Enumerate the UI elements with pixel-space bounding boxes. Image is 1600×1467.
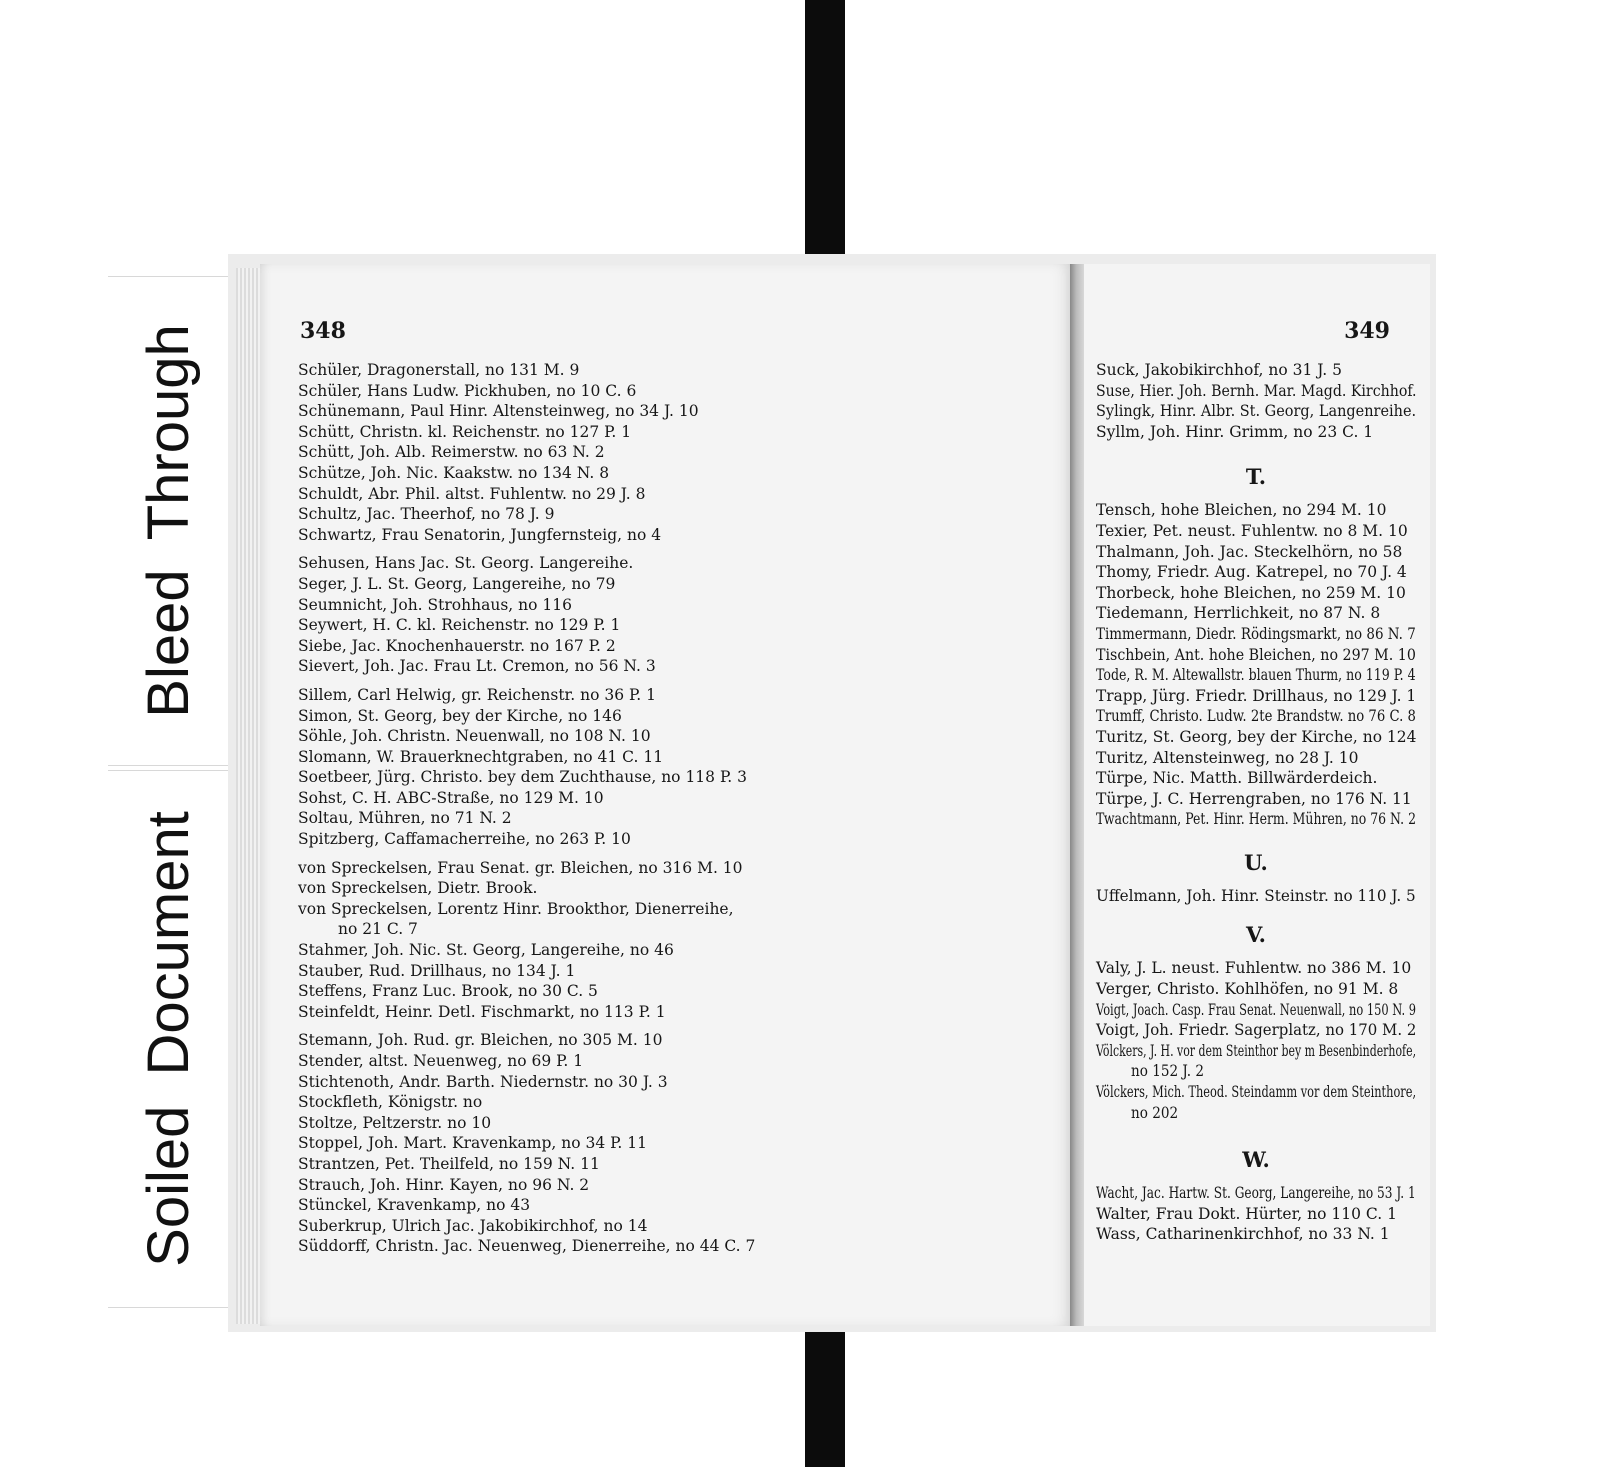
directory-entry: Thorbeck, hohe Bleichen, no 259 M. 10 — [1096, 583, 1406, 602]
letter-heading: W. — [1242, 1147, 1270, 1173]
directory-entry: von Spreckelsen, Frau Senat. gr. Bleichen, no 316 M. 10 — [298, 858, 743, 877]
directory-entry: Stoltze, Peltzerstr. no 10 — [298, 1113, 492, 1132]
directory-entry: Schüler, Dragonerstall, no 131 M. 9 — [298, 361, 580, 379]
directory-entry: Siebe, Jac. Knochenhauerstr. no 167 P. 2 — [298, 636, 616, 655]
directory-entry: Valy, J. L. neust. Fuhlentw. no 386 M. 10 — [1096, 959, 1412, 978]
directory-entry: Sehusen, Hans Jac. St. Georg. Langereihe. — [298, 554, 634, 573]
directory-entry: Verger, Christo. Kohlhöfen, no 91 M. 8 — [1096, 980, 1399, 999]
directory-entry: Suse, Hier. Joh. Bernh. Mar. Magd. Kirchhof. — [1096, 381, 1417, 400]
directory-entry: Trapp, Jürg. Friedr. Drillhaus, no 129 J. 1 — [1096, 686, 1417, 705]
directory-entry: Syllm, Joh. Hinr. Grimm, no 23 C. 1 — [1096, 422, 1374, 441]
directory-entry: Tensch, hohe Bleichen, no 294 M. 10 — [1096, 501, 1387, 520]
directory-entry: Timmermann, Diedr. Rödingsmarkt, no 86 N. 7 — [1096, 624, 1416, 643]
letter-group-entries — [1096, 886, 1416, 907]
directory-entry: Tode, R. M. Altewallstr. blauen Thurm, no 119 P. 4 — [1096, 666, 1416, 685]
left-page — [260, 264, 1076, 1326]
directory-entry: Walter, Frau Dokt. Hürter, no 110 C. 1 — [1096, 1204, 1397, 1223]
directory-entry: Wass, Catharinenkirchhof, no 33 N. 1 — [1096, 1225, 1390, 1244]
bleed-through-label: Bleed Through — [136, 324, 201, 718]
binder-bar-top — [805, 0, 845, 266]
directory-entry: Twachtmann, Pet. Hinr. Herm. Mühren, no 76 N. 2 — [1096, 810, 1417, 829]
directory-entry: Sylingk, Hinr. Albr. St. Georg, Langenreihe. — [1096, 402, 1417, 421]
directory-entry: Strauch, Joh. Hinr. Kayen, no 96 N. 2 — [298, 1175, 590, 1194]
directory-entry: Schwartz, Frau Senatorin, Jungfernsteig, no 4 — [298, 525, 662, 544]
left-entry-list — [298, 360, 755, 1257]
directory-entry: Suberkrup, Ulrich Jac. Jakobikirchhof, no 14 — [298, 1216, 648, 1235]
directory-entry: Voigt, Joach. Casp. Frau Senat. Neuenwall, no 150 N. 9 — [1096, 1000, 1417, 1019]
directory-entry: Uffelmann, Joh. Hinr. Steinstr. no 110 J. 5 — [1096, 886, 1416, 905]
directory-entry: Schultz, Jac. Theerhof, no 78 J. 9 — [298, 505, 555, 524]
directory-entry: Schütt, Christn. kl. Reichenstr. no 127 P. 1 — [298, 422, 632, 441]
directory-entry: von Spreckelsen, Dietr. Brook. — [298, 879, 538, 898]
directory-entry: Seger, J. L. St. Georg, Langereihe, no 79 — [298, 574, 616, 593]
directory-entry: Steffens, Franz Luc. Brook, no 30 C. 5 — [298, 982, 598, 1001]
directory-entry: Tischbein, Ant. hohe Bleichen, no 297 M. 10 — [1096, 645, 1416, 664]
directory-entry: Schütt, Joh. Alb. Reimerstw. no 63 N. 2 — [298, 443, 605, 462]
directory-entry: Suck, Jakobikirchhof, no 31 J. 5 — [1096, 361, 1342, 379]
directory-entry: Spitzberg, Caffamacherreihe, no 263 P. 10 — [298, 830, 631, 849]
directory-entry: Stichtenoth, Andr. Barth. Niedernstr. no 30 J. 3 — [298, 1072, 668, 1091]
page-number-right: 349 — [1344, 318, 1390, 344]
soiled-document-label-box — [108, 770, 230, 1308]
directory-entry: Tiedemann, Herrlichkeit, no 87 N. 8 — [1096, 604, 1381, 623]
letter-group-entries — [1096, 360, 1416, 442]
directory-entry: Simon, St. Georg, bey der Kirche, no 146 — [298, 706, 622, 725]
letter-group-entries — [1096, 1183, 1416, 1245]
directory-entry: Steinfeldt, Heinr. Detl. Fischmarkt, no 113 P. 1 — [298, 1002, 666, 1021]
directory-entry: no 21 C. 7 — [338, 920, 418, 939]
directory-entry: Voigt, Joh. Friedr. Sagerplatz, no 170 M. 2 — [1096, 1021, 1417, 1040]
letter-group-entries — [1096, 500, 1416, 830]
directory-entry: Stoppel, Joh. Mart. Kravenkamp, no 34 P. 11 — [298, 1134, 647, 1153]
directory-entry: Söhle, Joh. Christn. Neuenwall, no 108 N. 10 — [298, 727, 651, 746]
directory-entry: Turitz, Altensteinweg, no 28 J. 10 — [1096, 748, 1359, 767]
directory-entry: Seywert, H. C. kl. Reichenstr. no 129 P. 1 — [298, 616, 621, 635]
directory-entry: Soetbeer, Jürg. Christo. bey dem Zuchthause, no 118 P. 3 — [298, 768, 747, 787]
directory-entry: Stahmer, Joh. Nic. St. Georg, Langereihe, no 46 — [298, 941, 674, 960]
directory-entry: Stünckel, Kravenkamp, no 43 — [298, 1196, 531, 1215]
letter-heading: T. — [1245, 464, 1267, 490]
right-entry-list — [1096, 360, 1416, 1245]
directory-entry: Trumff, Christo. Ludw. 2te Brandstw. no 76 C. 8 — [1096, 707, 1416, 726]
directory-entry: Türpe, J. C. Herrengraben, no 176 N. 11 — [1096, 789, 1412, 808]
right-page — [1084, 264, 1430, 1326]
directory-entry: Sohst, C. H. ABC-Straße, no 129 M. 10 — [298, 788, 604, 807]
directory-entry: Süddorff, Christn. Jac. Neuenweg, Dienerreihe, no 44 C. 7 — [298, 1237, 756, 1256]
letter-group-entries — [1096, 958, 1416, 1123]
directory-entry: Stender, altst. Neuenweg, no 69 P. 1 — [298, 1052, 584, 1070]
soiled-document-label: Soiled Document — [136, 811, 201, 1267]
directory-entry: Stauber, Rud. Drillhaus, no 134 J. 1 — [298, 961, 576, 980]
directory-entry: no 152 J. 2 — [1131, 1062, 1205, 1081]
directory-entry: Thalmann, Joh. Jac. Steckelhörn, no 58 — [1096, 542, 1403, 561]
directory-entry: Stockfleth, Königstr. no — [298, 1093, 483, 1112]
page-edges — [236, 268, 262, 1324]
directory-entry: Schuldt, Abr. Phil. altst. Fuhlentw. no 29 J. 8 — [298, 484, 646, 503]
directory-entry: Schüler, Hans Ludw. Pickhuben, no 10 C. 6 — [298, 381, 637, 400]
directory-entry: Strantzen, Pet. Theilfeld, no 159 N. 11 — [298, 1154, 600, 1173]
directory-entry: Wacht, Jac. Hartw. St. Georg, Langereihe, no 53 J. 1 — [1096, 1184, 1416, 1203]
directory-entry: Schütze, Joh. Nic. Kaakstw. no 134 N. 8 — [298, 463, 610, 482]
page-number-left: 348 — [300, 318, 346, 344]
directory-entry: Türpe, Nic. Matth. Billwärderdeich. — [1096, 769, 1378, 788]
directory-entry: Texier, Pet. neust. Fuhlentw. no 8 M. 10 — [1096, 521, 1408, 540]
directory-entry: Slomann, W. Brauerknechtgraben, no 41 C. 11 — [298, 747, 664, 766]
directory-entry: Seumnicht, Joh. Strohhaus, no 116 — [298, 595, 572, 614]
bleed-through-label-box — [108, 276, 230, 766]
directory-entry: Turitz, St. Georg, bey der Kirche, no 124 — [1096, 727, 1417, 746]
directory-entry: Thomy, Friedr. Aug. Katrepel, no 70 J. 4 — [1096, 563, 1407, 582]
directory-entry: no 202 — [1131, 1103, 1179, 1122]
letter-heading: V. — [1246, 922, 1266, 948]
directory-entry: von Spreckelsen, Lorentz Hinr. Brookthor, Dienerreihe, — [298, 899, 734, 918]
directory-entry: Sievert, Joh. Jac. Frau Lt. Cremon, no 56 N. 3 — [298, 657, 656, 676]
directory-entry: Soltau, Mühren, no 71 N. 2 — [298, 809, 512, 828]
directory-entry: Völckers, J. H. vor dem Steinthor bey m Besenbinderhofe, — [1096, 1041, 1417, 1060]
binder-bar-bottom — [805, 1328, 845, 1467]
directory-entry: Völckers, Mich. Theod. Steindamm vor dem Steinthore, — [1096, 1083, 1417, 1102]
label-strip — [108, 276, 230, 1306]
directory-entry: Stemann, Joh. Rud. gr. Bleichen, no 305 M. 10 — [298, 1031, 663, 1050]
letter-heading: U. — [1244, 849, 1268, 875]
open-book — [228, 254, 1436, 1332]
directory-entry: Sillem, Carl Helwig, gr. Reichenstr. no 36 P. 1 — [298, 685, 656, 704]
directory-entry: Schünemann, Paul Hinr. Altensteinweg, no 34 J. 10 — [298, 402, 699, 421]
